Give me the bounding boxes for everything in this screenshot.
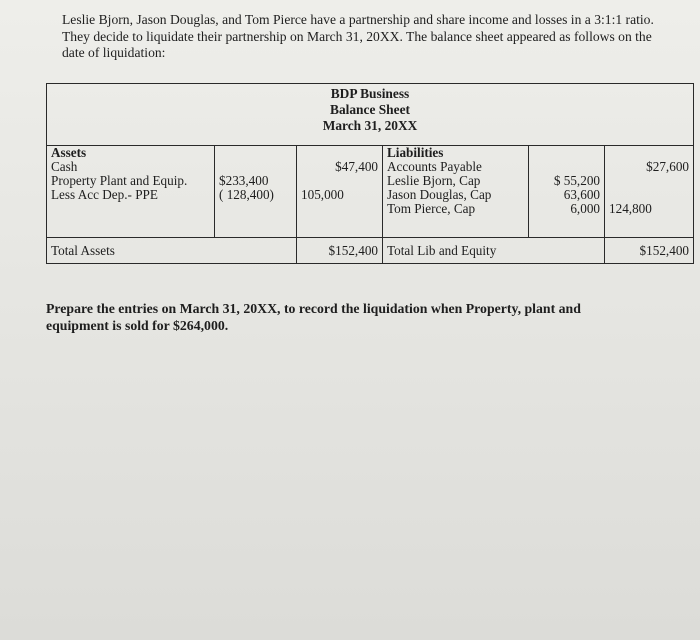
- liability-totals-cell: [605, 146, 694, 238]
- sheet-date: March 31, 20XX: [322, 118, 418, 133]
- ppe-label: Property Plant and Equip.: [51, 173, 188, 188]
- balance-sheet-table: [46, 83, 694, 264]
- company-name: BDP Business: [330, 86, 410, 101]
- total-lib-equity-label: Total Lib and Equity: [383, 238, 605, 264]
- pierce-cap-label: Tom Pierce, Cap: [387, 201, 476, 216]
- net-ppe-value: 105,000: [301, 187, 344, 202]
- ap-value: $27,600: [646, 159, 689, 174]
- total-assets-value: $152,400: [297, 238, 383, 264]
- total-lib-equity-value: $152,400: [605, 238, 694, 264]
- capital-detail-cell: [529, 146, 605, 238]
- capital-total-value: 124,800: [609, 201, 652, 216]
- asset-detail-cell: [215, 146, 297, 238]
- asset-labels-cell: [47, 146, 215, 238]
- douglas-cap-value: 63,600: [563, 187, 600, 202]
- cash-label: Cash: [51, 159, 78, 174]
- ap-label: Accounts Payable: [387, 159, 482, 174]
- liabilities-header: Liabilities: [387, 145, 444, 160]
- dep-label: Less Acc Dep.- PPE: [51, 187, 158, 202]
- sheet-title: Balance Sheet: [330, 102, 410, 117]
- problem-prompt: Prepare the entries on March 31, 20XX, to record the liquidation when Property, plant and equipment is sold for $264,000.: [46, 301, 581, 333]
- assets-header: Assets: [51, 145, 87, 160]
- liability-labels-cell: [383, 146, 529, 238]
- cash-value: $47,400: [335, 159, 378, 174]
- dep-value: ( 128,400): [219, 187, 274, 202]
- total-assets-label: Total Assets: [47, 238, 297, 264]
- bjorn-cap-value: $ 55,200: [553, 173, 600, 188]
- bjorn-cap-label: Leslie Bjorn, Cap: [387, 173, 481, 188]
- ppe-value: $233,400: [219, 173, 269, 188]
- balance-sheet-header: [47, 84, 694, 146]
- problem-intro: Leslie Bjorn, Jason Douglas, and Tom Pierce have a partnership and share income and losses in a 3:1:1 ratio. They decide to liquidate their partnership on March 31, 20XX. The balance sheet appeared as follows on the date of liquidation:: [62, 12, 654, 60]
- pierce-cap-value: 6,000: [570, 201, 600, 216]
- asset-totals-cell: [297, 146, 383, 238]
- douglas-cap-label: Jason Douglas, Cap: [387, 187, 492, 202]
